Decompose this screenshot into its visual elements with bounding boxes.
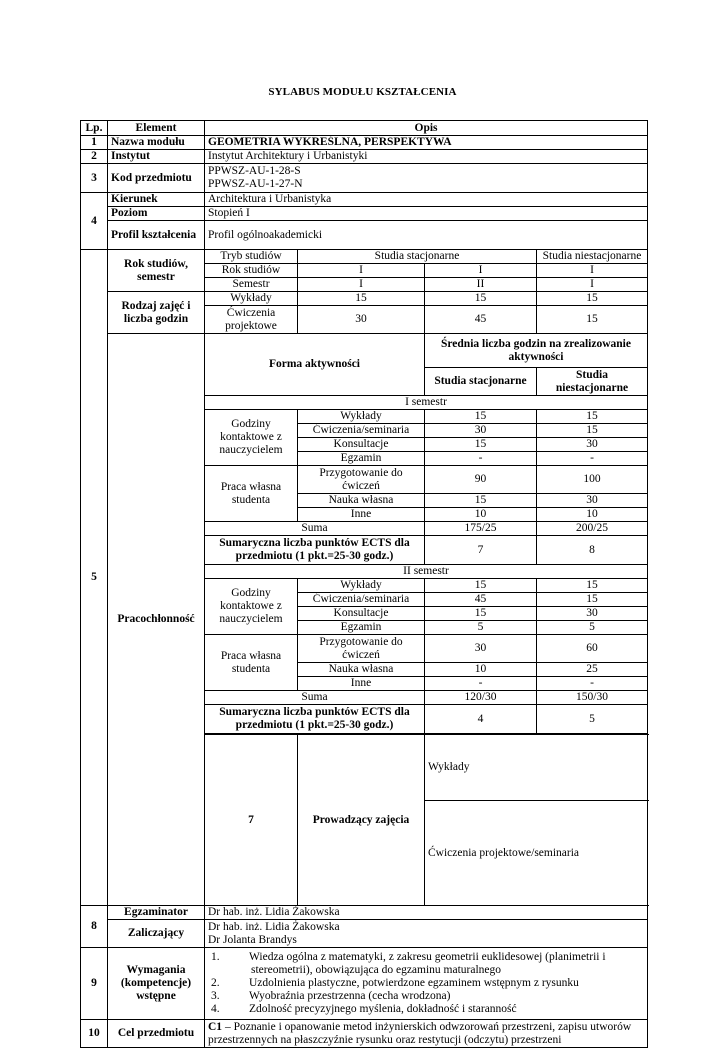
grader-name-1: Dr hab. inż. Lidia Żakowska <box>208 920 340 933</box>
grid-cell: 15 <box>425 292 537 306</box>
workload-sum-label: Suma <box>205 691 425 705</box>
grid-cell: I <box>298 264 425 278</box>
grid-label: Ćwiczenia projektowe <box>205 306 298 334</box>
table-row <box>81 136 648 150</box>
list-item-number: 3. <box>211 990 220 1002</box>
row-label: Prowadzący zajęcia <box>298 735 425 906</box>
workload-item-label: Nauka własna <box>298 663 425 677</box>
row-label: Pracochłonność <box>108 334 205 906</box>
workload-value-stac: 15 <box>425 410 537 424</box>
list-item <box>211 951 643 977</box>
workload-sum-niestac: 200/25 <box>537 522 648 536</box>
workload-value-stac: 15 <box>425 579 537 593</box>
workload-value-stac: 90 <box>425 466 537 494</box>
workload-item-label: Wykłady <box>298 410 425 424</box>
grid-cell: 15 <box>298 292 425 306</box>
list-item-number: 1. <box>211 951 220 963</box>
examiner-value: Dr hab. inż. Lidia Żakowska <box>205 906 648 920</box>
list-item-number: 2. <box>211 977 220 989</box>
list-item <box>211 990 643 1003</box>
row-number: 4 <box>81 193 108 250</box>
list-item-text: Wiedza ogólna z matematyki, z zakresu geometrii euklidesowej (planimetrii i stereometrii), obowiązująca do egzaminu maturalnego <box>249 951 606 976</box>
lecturer-type-label: Wykłady <box>425 735 648 801</box>
list-item <box>211 1003 643 1016</box>
grid-cell: 15 <box>537 292 648 306</box>
workload-item-label: Inne <box>298 508 425 522</box>
workload-item-label: Ćwiczenia/seminaria <box>298 424 425 438</box>
workload-value-niestac: - <box>537 452 648 466</box>
workload-sum-stac: 120/30 <box>425 691 537 705</box>
table-row <box>81 164 648 193</box>
list-item-text: Uzdolnienia plastyczne, potwierdzone egzaminem wstępnym z rysunku <box>249 977 579 989</box>
workload-value-niestac: 100 <box>537 466 648 494</box>
table-row <box>81 292 648 306</box>
grid-cell: 30 <box>298 306 425 334</box>
goal-code: C1 <box>208 1020 223 1033</box>
row-number: 5 <box>81 250 108 906</box>
workload-value-niestac: 15 <box>537 579 648 593</box>
workload-value-stac: - <box>425 452 537 466</box>
workload-group-label: Praca własna studenta <box>205 635 298 691</box>
workload-group-label: Praca własna studenta <box>205 466 298 522</box>
workload-value-niestac: - <box>537 677 648 691</box>
workload-value-stac: 30 <box>425 424 537 438</box>
lecturer-type-label: Ćwiczenia projektowe/seminaria <box>425 801 648 906</box>
workload-item-label: Egzamin <box>298 452 425 466</box>
grid-label: Tryb studiów <box>205 250 298 264</box>
row-label: Zaliczający <box>108 920 205 948</box>
row-label: Kod przedmiotu <box>108 164 205 193</box>
module-name-value: GEOMETRIA WYKREŚLNA, PERSPEKTYWA <box>205 136 648 150</box>
grid-cell: I <box>425 264 537 278</box>
workload-value-niestac: 5 <box>537 621 648 635</box>
row-label: Rok studiów, semestr <box>108 250 205 292</box>
row-label: Poziom <box>108 207 205 221</box>
workload-value-niestac: 10 <box>537 508 648 522</box>
workload-value-niestac: 15 <box>537 424 648 438</box>
row-label: Instytut <box>108 150 205 164</box>
workload-group-label: Godziny kontaktowe z nauczycielem <box>205 410 298 466</box>
row-label: Egzaminator <box>108 906 205 920</box>
row-label: Rodzaj zajęć i liczba godzin <box>108 292 205 334</box>
ects-label: Sumaryczna liczba punktów ECTS dla przedmiotu (1 pkt.=25-30 godz.) <box>205 705 425 734</box>
workload-item-label: Konsultacje <box>298 607 425 621</box>
institute-value: Instytut Architektury i Urbanistyki <box>205 150 648 164</box>
goal-text: – Poznanie i opanowanie metod inżynierskich odwzorowań przestrzeni, zapisu utworów przestrzennych na płaszczyźnie rysunku oraz restytucji (odczytu) przestrzeni <box>208 1020 632 1046</box>
table-row <box>81 334 648 368</box>
workload-item-label: Egzamin <box>298 621 425 635</box>
row-label: Cel przedmiotu <box>108 1020 205 1048</box>
workload-value-niestac: 15 <box>537 410 648 424</box>
row-number: 1 <box>81 136 108 150</box>
grid-cell: I <box>537 264 648 278</box>
grid-header-stacjonarne: Studia stacjonarne <box>298 250 537 264</box>
semester-heading: I semestr <box>205 396 648 410</box>
grid-cell: I <box>537 278 648 292</box>
workload-value-niestac: 25 <box>537 663 648 677</box>
list-item <box>211 977 643 990</box>
row-label: Wymagania (kompetencje) wstępne <box>108 948 205 1020</box>
course-code-2: PPWSZ-AU-1-27-N <box>208 178 303 190</box>
table-row <box>81 906 648 920</box>
course-code-1: PPWSZ-AU-1-28-S <box>208 165 301 177</box>
semester-heading: II semestr <box>205 565 648 579</box>
grader-value <box>205 920 648 948</box>
header-lp: Lp. <box>81 121 108 136</box>
grid-cell: I <box>298 278 425 292</box>
workload-value-niestac: 30 <box>537 438 648 452</box>
ects-niestac: 5 <box>537 705 648 734</box>
header-row <box>81 121 648 136</box>
requirements-list <box>205 948 648 1020</box>
workload-value-niestac: 15 <box>537 593 648 607</box>
header-opis: Opis <box>205 121 648 136</box>
workload-sum-label: Suma <box>205 522 425 536</box>
workload-value-niestac: 30 <box>537 607 648 621</box>
grid-cell: II <box>425 278 537 292</box>
workload-item-label: Przygotowanie do ćwiczeń <box>298 466 425 494</box>
ects-label: Sumaryczna liczba punktów ECTS dla przedmiotu (1 pkt.=25-30 godz.) <box>205 536 425 565</box>
row-number: 2 <box>81 150 108 164</box>
grid-label: Semestr <box>205 278 298 292</box>
header-element: Element <box>108 121 205 136</box>
workload-value-stac: 10 <box>425 508 537 522</box>
grid-label: Rok studiów <box>205 264 298 278</box>
workload-value-stac: 5 <box>425 621 537 635</box>
grid-label: Wykłady <box>205 292 298 306</box>
row-number: 10 <box>81 1020 108 1048</box>
workload-item-label: Nauka własna <box>298 494 425 508</box>
workload-value-stac: 15 <box>425 494 537 508</box>
workload-value-stac: - <box>425 677 537 691</box>
grid-cell: 15 <box>537 306 648 334</box>
workload-value-niestac: 60 <box>537 635 648 663</box>
workload-value-stac: 30 <box>425 635 537 663</box>
syllabus-table <box>80 120 648 1048</box>
workload-item-label: Ćwiczenia/seminaria <box>298 593 425 607</box>
row-label: Nazwa modułu <box>108 136 205 150</box>
workload-item-label: Konsultacje <box>298 438 425 452</box>
table-row <box>81 221 648 250</box>
grid-header-niestacjonarne: Studia niestacjonarne <box>537 250 648 264</box>
workload-sum-niestac: 150/30 <box>537 691 648 705</box>
workload-col-niestac: Studia niestacjonarne <box>537 368 648 396</box>
page-title: SYLABUS MODUŁU KSZTAŁCENIA <box>268 86 457 98</box>
workload-srednia-header: Średnia liczba godzin na zrealizowanie aktywności <box>425 334 648 368</box>
workload-group-label: Godziny kontaktowe z nauczycielem <box>205 579 298 635</box>
level-value: Stopień I <box>205 207 648 221</box>
row-number: 7 <box>205 735 298 906</box>
table-row <box>81 948 648 1020</box>
workload-col-stac: Studia stacjonarne <box>425 368 537 396</box>
ects-niestac: 8 <box>537 536 648 565</box>
grader-name-2: Dr Jolanta Brandys <box>208 933 297 946</box>
workload-sum-stac: 175/25 <box>425 522 537 536</box>
workload-value-stac: 15 <box>425 607 537 621</box>
table-row <box>81 207 648 221</box>
profile-value: Profil ogólnoakademicki <box>205 221 648 250</box>
list-item-text: Zdolność precyzyjnego myślenia, dokładność i staranność <box>249 1003 517 1015</box>
workload-item-label: Wykłady <box>298 579 425 593</box>
workload-item-label: Inne <box>298 677 425 691</box>
table-row <box>81 193 648 207</box>
field-of-study-value: Architektura i Urbanistyka <box>205 193 648 207</box>
table-row <box>81 150 648 164</box>
workload-forma-header: Forma aktywności <box>205 334 425 396</box>
list-item-number: 4. <box>211 1003 220 1015</box>
list-item-text: Wyobraźnia przestrzenna (cecha wrodzona) <box>249 990 451 1002</box>
workload-value-stac: 45 <box>425 593 537 607</box>
row-number: 8 <box>81 906 108 948</box>
grid-cell: 45 <box>425 306 537 334</box>
workload-value-stac: 15 <box>425 438 537 452</box>
ects-stac: 7 <box>425 536 537 565</box>
workload-value-niestac: 30 <box>537 494 648 508</box>
course-code-value <box>205 164 648 193</box>
workload-value-stac: 10 <box>425 663 537 677</box>
row-number: 3 <box>81 164 108 193</box>
row-label: Kierunek <box>108 193 205 207</box>
table-row <box>81 250 648 264</box>
row-label: Profil kształcenia <box>108 221 205 250</box>
row-number: 9 <box>81 948 108 1020</box>
workload-item-label: Przygotowanie do ćwiczeń <box>298 635 425 663</box>
table-row <box>81 920 648 948</box>
ects-stac: 4 <box>425 705 537 734</box>
